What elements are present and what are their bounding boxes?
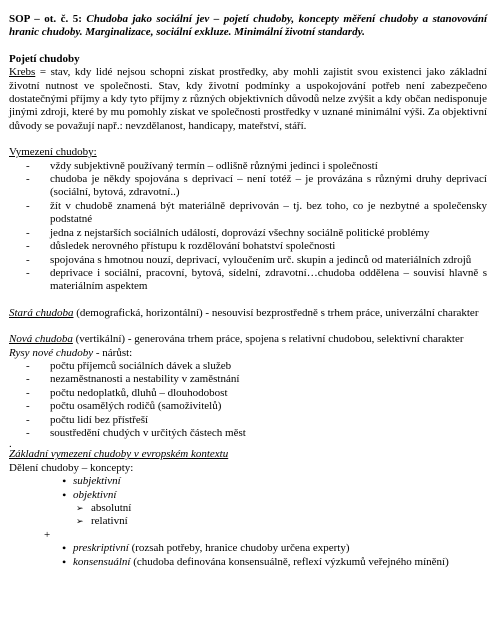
stara-text: (demografická, horizontální) - nesouvisí bezprostředně s trhem práce, univerzální charakter	[73, 306, 479, 319]
list-item: - spojována s hmotnou nouzí, deprivací, vyloučením urč. skupin a jedinců od materiálních zdrojů	[9, 254, 487, 267]
vymezeni-list	[9, 160, 487, 294]
list-item: - počtu lidí bez přístřeší	[9, 414, 487, 427]
list-item: - důsledek nerovného přístupu k rozdělování bohatství společnosti	[9, 240, 487, 253]
preskriptivni-text: (rozsah potřeby, hranice chudoby určena experty)	[128, 542, 350, 555]
rysy-text: - nárůst:	[93, 346, 133, 359]
pojeti-text: = stav, kdy lidé nejsou schopni získat prostředky, aby mohli zajistit svou existenci jako základní životní nutnost ve společnosti. Stav, kdy životní podmínky a uspokojování potřeb není zabezpečeno dostatečnými příjmy a kdy tyto příjmy z různých objektivních důvodů nelze zvýšit a kdy občan nedisponuje jinými zdroji, které by mu pomohly získat ve společnosti prostředky v uznané minimální výši. Za objektivní důvody se považují např.: nevzdělanost, handicapy, mateřství, stáří.	[9, 66, 487, 132]
list-item: - jedna z nejstarších sociálních událostí, doprovází všechny sociálně politické problémy	[9, 227, 487, 240]
list-item: - počtu nedoplatků, dluhů – dlouhodobost	[9, 387, 487, 400]
pojeti-term: Krebs	[9, 66, 36, 79]
rysy-line	[9, 347, 487, 360]
konsensualni-text: (chudoba definována konsensuálně, reflexí výzkumů veřejného mínění)	[130, 555, 449, 568]
list-item: - žít v chudobě znamená být materiálně deprivován – tj. bez toho, co je nezbytné a společensky podstatné	[9, 200, 487, 227]
list-item: - deprivace i sociální, pracovní, bytová, sídelní, zdravotní…chudoba oddělena – souvisí hlavně s materiálním aspektem	[9, 267, 487, 294]
list-item: - nezaměstnanosti a nestability v zaměstnání	[9, 373, 487, 386]
heading-title: Chudoba jako sociální jev – pojetí chudoby, koncepty měření chudoby a stanovování hranic chudoby. Marginalizace, sociální exkluze. Minimální životní standardy.	[9, 13, 488, 39]
rysy-term: Rysy nové chudoby	[9, 346, 94, 359]
stara-term: Stará chudoba	[9, 306, 74, 319]
nova-term: Nová chudoba	[9, 333, 73, 346]
konsensualni-term: konsensuální	[73, 555, 131, 568]
list-item-preskriptivni	[9, 542, 487, 555]
list-item-objektivni: • objektivní	[9, 489, 487, 502]
document-page	[9, 13, 487, 569]
nova-paragraph	[9, 333, 487, 346]
concept-list-2	[9, 542, 487, 569]
preskriptivni-term: preskriptivní	[73, 542, 129, 555]
heading-prefix: SOP – ot. č. 5:	[9, 13, 87, 25]
section-title-zakladni: Základní vymezení chudoby v evropském kontextu	[9, 448, 229, 461]
list-item: - soustředění chudých v určitých částech měst	[9, 427, 487, 440]
list-item-subjektivni: • subjektivní	[9, 475, 487, 488]
plus-sign: +	[44, 528, 51, 541]
list-item-relativni: ➢ relativní	[9, 515, 487, 528]
list-item: - vždy subjektivně používaný termín – odlišně různými jedinci i společností	[9, 160, 487, 173]
section-title-vymezeni: Vymezení chudoby:	[9, 146, 97, 159]
pojeti-paragraph	[9, 66, 487, 133]
stara-paragraph	[9, 307, 487, 320]
deleni-line: Dělení chudoby – koncepty:	[9, 461, 134, 474]
section-title-pojeti: Pojetí chudoby	[9, 52, 80, 65]
objektivni-sublist	[9, 502, 487, 529]
nova-text: (vertikální) - generována trhem práce, spojena s relativní chudobou, selektivní charakter	[72, 333, 464, 346]
list-item: - počtu osamělých rodičů (samoživitelů)	[9, 400, 487, 413]
list-item: - počtu příjemců sociálních dávek a služeb	[9, 360, 487, 373]
list-item-konsensualni	[9, 556, 487, 569]
rysy-list	[9, 360, 487, 440]
concept-list-1	[9, 475, 487, 502]
document-heading	[9, 13, 487, 40]
stray-dot: .	[9, 438, 12, 451]
list-item: - chudoba je někdy spojována s deprivací – není totéž – je provázána s různými druhy deprivací (sociální, bytová, zdravotní..)	[9, 173, 487, 200]
list-item-absolutni: ➢ absolutní	[9, 502, 487, 515]
